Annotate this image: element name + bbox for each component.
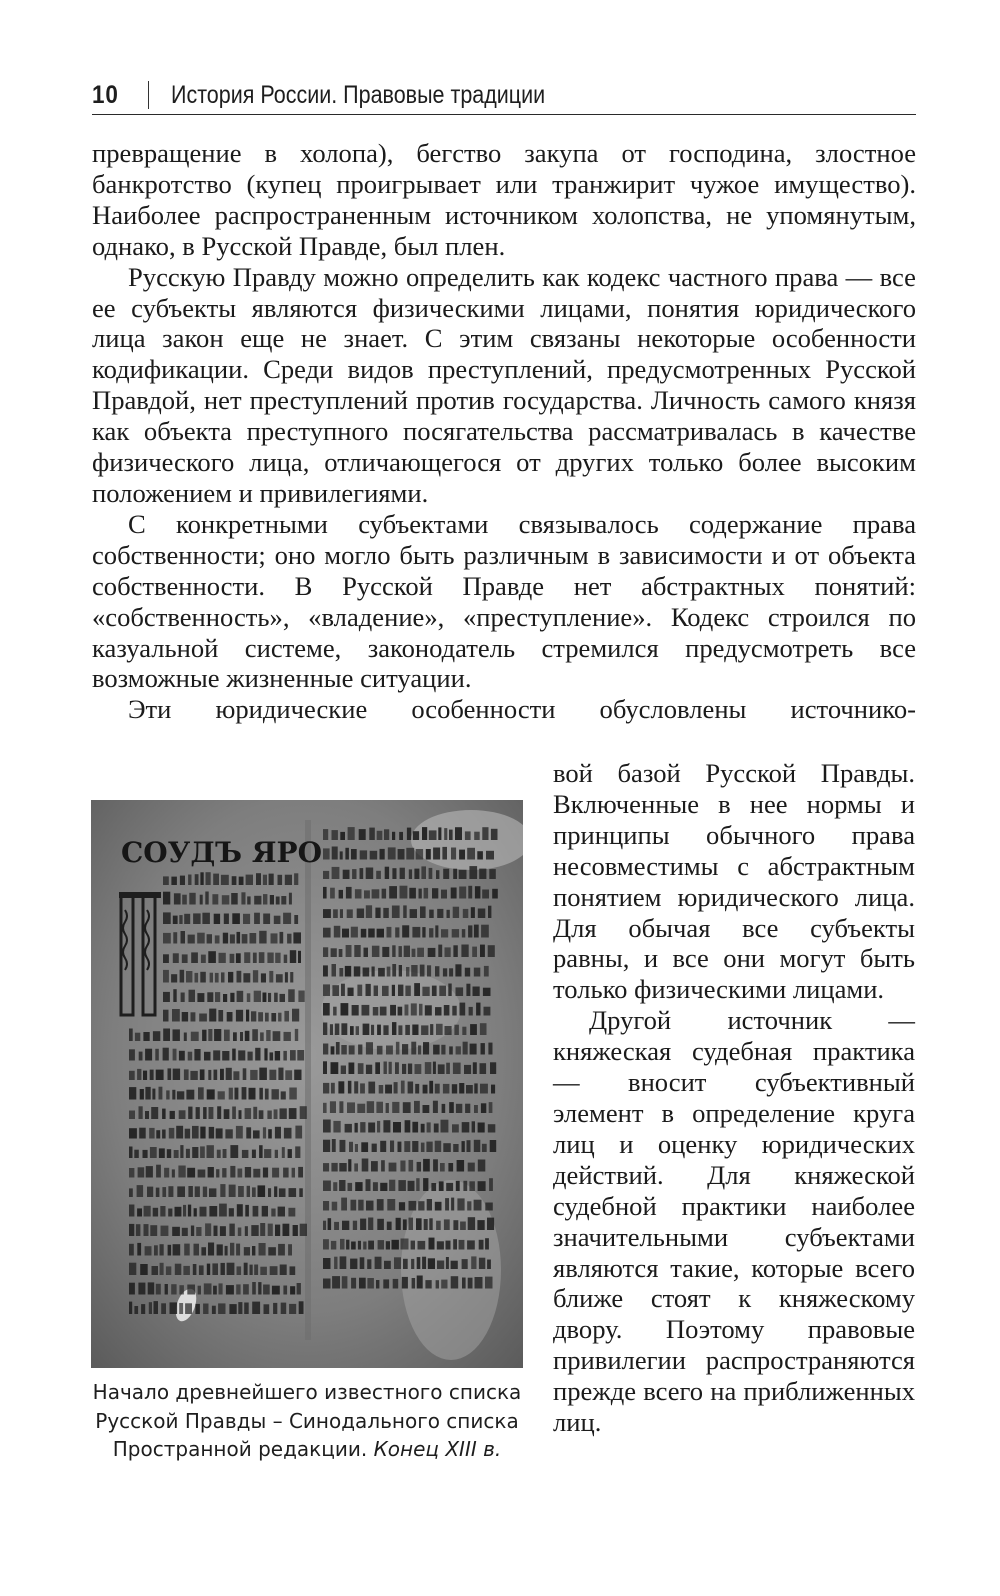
page-number: 10 [92,80,119,109]
running-title: История России. Правовые традиции [171,80,546,109]
running-header [92,76,916,115]
paragraph-5: Другой источник — княжеская судебная практика — вносит субъективный элемент в определение круга лиц и оценку юридических действий. Для княжеской судебной практики наиболее значительными субъектами являются такие, которые всего ближе стоят к княжескому двору. Поэтому правовые привилегии распространяются прежде всего на приближенных лиц. [553,1005,915,1438]
caption-text: Начало древнейшего известного списка Русской Правды – Синодального списка Пространной редакции. [92,1380,522,1461]
paragraph-1: превращение в холопа), бегство закупа от господина, злостное банкротство (купец проигрывает или транжирит чужое имущество). Наиболее распространенным источником холопства, не упомянутым, однако, в Русской Правде, был плен. [92,138,916,261]
paragraph-4-opening-line: Эти юридические особенности обусловлены источнико- [128,694,916,725]
caption-date: Конец XIII в. [373,1437,502,1461]
figure-caption [84,1378,530,1464]
full-width-text [92,138,916,725]
manuscript-image [91,800,523,1368]
paragraph-2: Русскую Правду можно определить как кодекс частного права — все ее субъекты являются физическими лицами, понятия юридического лица закон еще не знает. С этим связаны некоторые особенности кодификации. Среди видов преступлений, предусмотренных Русской Правдой, нет преступлений против государства. Личность самого князя как объекта преступного посягательства рассматривалась в качестве физического лица, отличающегося от других только более высоким положением и привилегиями. [92,261,916,508]
manuscript-heading: СОУДЪ ЯРО [121,836,322,869]
paragraph-3: С конкретными субъектами связывалось содержание права собственности; оно могло быть различным в зависимости и от объекта собственности. В Русской Правде нет абстрактных понятий: «собственность», «владение», «преступление». Кодекс строился по казуальной системе, законодатель стремился предусмотреть все возможные жизненные ситуации. [92,508,916,694]
right-column-text [553,758,915,1438]
header-separator [148,81,150,109]
paragraph-4-continuation: вой базой Русской Правды. Включенные в нее нормы и принципы обычного права несовместимы с абстрактным понятием юридического лица. Для обычая все субъекты равны, и все они могут быть только физическими лицами. [553,758,915,1005]
